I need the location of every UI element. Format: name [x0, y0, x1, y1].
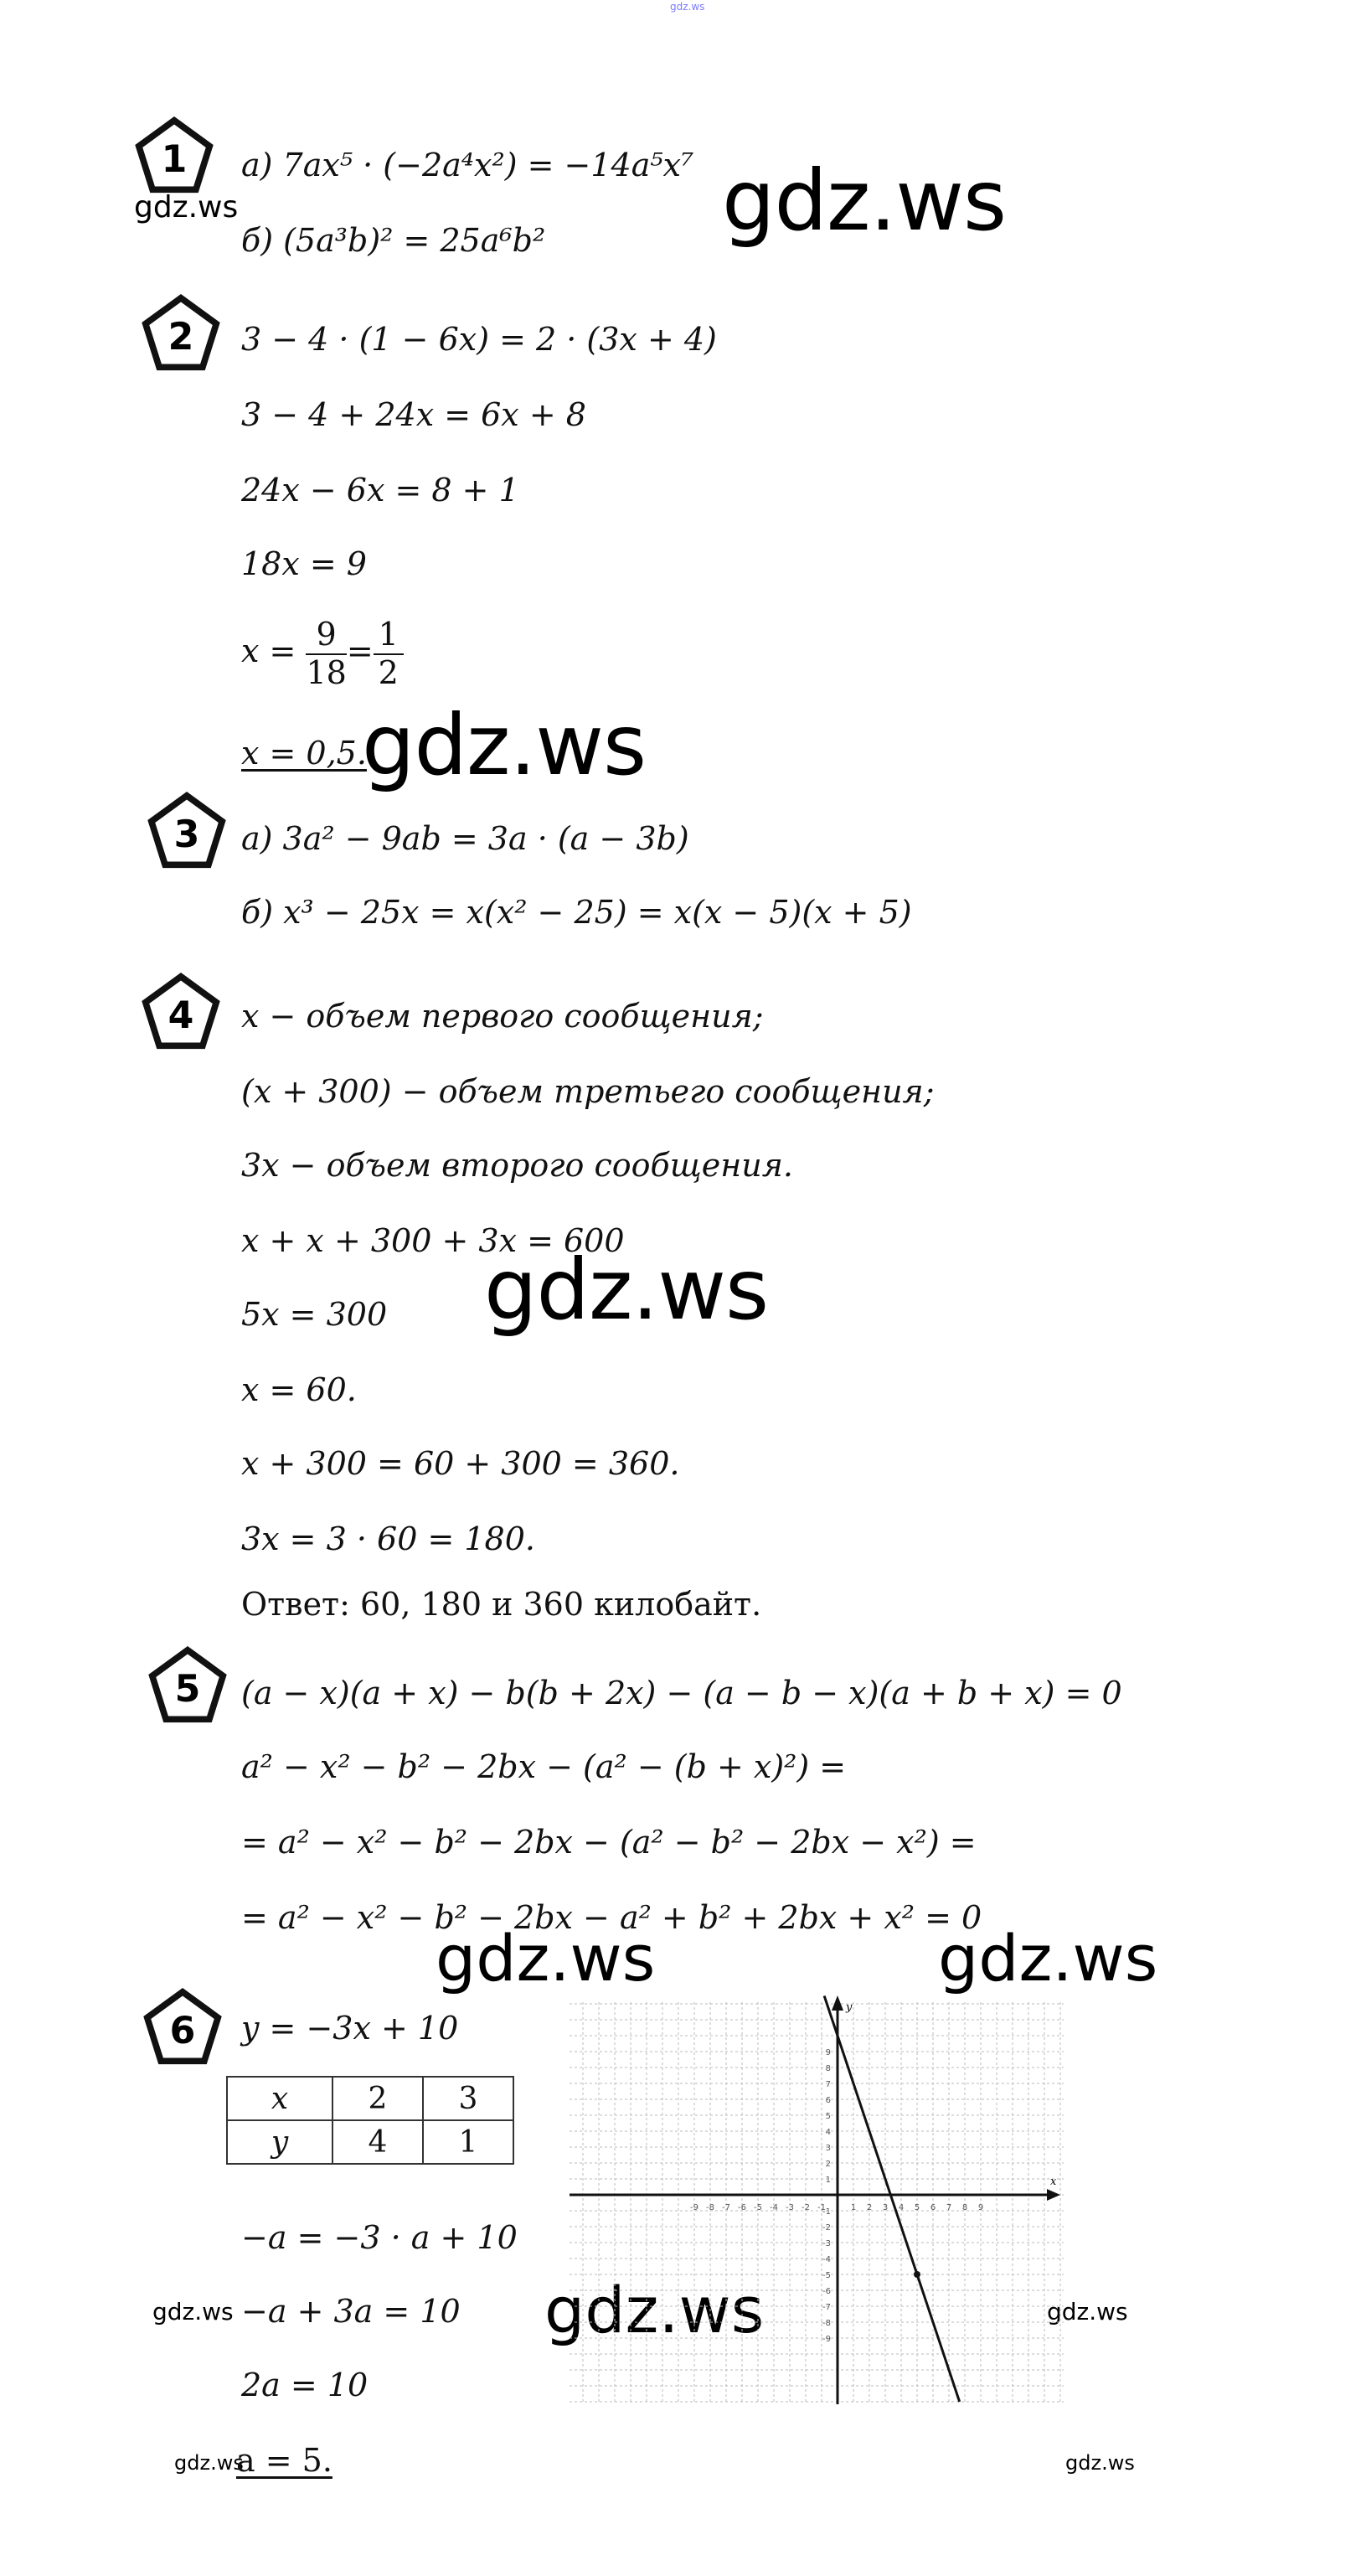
- table-row: [227, 2120, 513, 2164]
- task-5-badge: [147, 1645, 228, 1726]
- table-cell: x: [227, 2077, 332, 2120]
- task-5-line-1: (a − x)(a + x) − b(b + 2x) − (a − b − x)(a + b + x) = 0: [241, 1675, 1122, 1711]
- svg-text:3: 3: [173, 813, 200, 857]
- table-cell: 1: [423, 2120, 513, 2164]
- x-tick-label: -2: [802, 2203, 810, 2212]
- task-4-badge: [141, 972, 221, 1052]
- y-tick-label: 5: [825, 2112, 831, 2121]
- task-5-line-3: = a² − x² − b² − 2bx − (a² − b² − 2bx − x²) =: [241, 1824, 977, 1861]
- task-6-answer: a = 5.: [236, 2442, 332, 2479]
- task-3-b: б) x³ − 25x = x(x² − 25) = x(x − 5)(x + 5): [241, 894, 912, 931]
- task-6-badge: [142, 1987, 223, 2068]
- x-tick-label: 4: [898, 2203, 905, 2212]
- watermark: gdz.ws: [174, 2451, 244, 2475]
- x-tick-label: 3: [882, 2203, 889, 2212]
- x-axis-arrow: [1047, 2189, 1060, 2201]
- x-tick-label: -5: [754, 2203, 762, 2212]
- x-tick-label: 8: [961, 2203, 968, 2212]
- task-6-line-1: −a = −3 · a + 10: [241, 2219, 518, 2256]
- x-tick-label: -7: [722, 2203, 730, 2212]
- task-2-badge: [141, 293, 221, 374]
- watermark: gdz.ws: [152, 2298, 234, 2326]
- table-row: [227, 2077, 513, 2120]
- task-1-a: а) 7ax⁵ · (−2a⁴x²) = −14a⁵x⁷: [241, 147, 694, 183]
- y-tick-label: 1: [825, 2176, 831, 2185]
- watermark: gdz.ws: [362, 696, 647, 794]
- graph-axes: [570, 1995, 1060, 2404]
- y-tick-label: -6: [822, 2287, 831, 2296]
- table-cell: 2: [332, 2077, 423, 2120]
- y-tick-label: -7: [822, 2303, 831, 2312]
- task-3-a: а) 3a² − 9ab = 3a · (a − 3b): [241, 820, 689, 857]
- y-tick-label: -5: [822, 2271, 831, 2280]
- fraction-1-2: $\frac{1}{2}$: [374, 617, 404, 691]
- watermark-top: gdz.ws: [670, 1, 705, 13]
- y-tick-label: 7: [825, 2080, 831, 2089]
- svg-text:5: 5: [174, 1668, 201, 1711]
- y-tick-label: 8: [825, 2064, 831, 2073]
- watermark: gdz.ws: [484, 1241, 769, 1339]
- x-tick-label: 2: [866, 2203, 873, 2212]
- marked-point: [914, 2271, 920, 2278]
- y-tick-label: -4: [822, 2255, 831, 2264]
- watermark: gdz.ws: [1047, 2298, 1128, 2326]
- x-tick-label: 9: [977, 2203, 984, 2212]
- x-tick-label: 5: [914, 2203, 920, 2212]
- table-cell: y: [227, 2120, 332, 2164]
- y-tick-label: 4: [825, 2128, 831, 2137]
- task-6-line-3: 2a = 10: [241, 2367, 369, 2403]
- y-axis-arrow: [832, 1995, 843, 2011]
- task-4-line-8: 3x = 3 · 60 = 180.: [241, 1520, 535, 1557]
- graph-grid: [570, 2002, 1064, 2404]
- task-4-line-4: x + x + 300 + 3x = 600: [241, 1222, 625, 1259]
- y-tick-label: 3: [825, 2144, 831, 2153]
- y-axis-label: y: [846, 2001, 853, 2014]
- function-line: [824, 1996, 960, 2403]
- graph-plot: [824, 1996, 960, 2403]
- task-4-line-1: x − объем первого сообщения;: [241, 998, 764, 1035]
- task-2-line-3: 24x − 6x = 8 + 1: [241, 472, 519, 508]
- task-4-line-5: 5x = 300: [241, 1296, 388, 1333]
- task-4-answer: Ответ: 60, 180 и 360 килобайт.: [241, 1586, 762, 1623]
- task-6-line-2: −a + 3a = 10: [241, 2293, 461, 2330]
- x-tick-label: -4: [770, 2203, 778, 2212]
- y-tick-label: 9: [825, 2048, 831, 2057]
- task-6-equation: y = −3x + 10: [241, 2010, 459, 2047]
- x-tick-label: -3: [786, 2203, 794, 2212]
- y-tick-label: -3: [822, 2239, 831, 2248]
- task-2-line-4: 18x = 9: [241, 545, 367, 582]
- fraction-lhs: x =: [241, 632, 296, 670]
- values-table: [226, 2076, 514, 2165]
- x-tick-label: -9: [690, 2203, 698, 2212]
- x-tick-label: -6: [738, 2203, 746, 2212]
- task-2-line-1: 3 − 4 · (1 − 6x) = 2 · (3x + 4): [241, 321, 717, 358]
- task-2-fraction-line: [241, 617, 404, 691]
- task-3-badge: [147, 791, 227, 871]
- watermark: gdz.ws: [544, 2273, 765, 2347]
- fraction-9-18: $\frac{9}{18}$: [306, 616, 347, 691]
- task-4-line-3: 3x − объем второго сообщения.: [241, 1147, 793, 1184]
- x-axis-label: x: [1050, 2176, 1057, 2188]
- svg-text:6: 6: [169, 2010, 196, 2053]
- task-4-line-7: x + 300 = 60 + 300 = 360.: [241, 1445, 680, 1482]
- y-tick-label: 6: [825, 2096, 831, 2105]
- task-1-badge: [134, 116, 214, 196]
- task-1-b: б) (5a³b)² = 25a⁶b²: [241, 222, 546, 259]
- task-4-line-2: (x + 300) − объем третьего сообщения;: [241, 1073, 935, 1110]
- task-2-line-2: 3 − 4 + 24x = 6x + 8: [241, 396, 586, 433]
- y-tick-label: -2: [822, 2223, 831, 2233]
- svg-text:1: 1: [161, 138, 188, 182]
- svg-text:4: 4: [168, 994, 194, 1038]
- watermark: gdz.ws: [134, 190, 239, 225]
- y-tick-label: -8: [822, 2319, 831, 2328]
- x-tick-label: 6: [930, 2203, 936, 2212]
- task-2-answer: x = 0,5.: [241, 735, 367, 772]
- svg-text:2: 2: [168, 316, 194, 359]
- y-tick-label: -1: [822, 2207, 831, 2217]
- task-4-line-6: x = 60.: [241, 1371, 357, 1408]
- watermark: gdz.ws: [722, 152, 1007, 250]
- watermark: gdz.ws: [436, 1921, 656, 1995]
- x-tick-label: -8: [706, 2203, 714, 2212]
- watermark: gdz.ws: [938, 1921, 1158, 1995]
- y-tick-label: 2: [825, 2160, 831, 2169]
- x-tick-label: 1: [850, 2203, 857, 2212]
- table-cell: 3: [423, 2077, 513, 2120]
- watermark: gdz.ws: [1065, 2451, 1135, 2475]
- table-cell: 4: [332, 2120, 423, 2164]
- x-tick-label: 7: [946, 2203, 952, 2212]
- x-tick-label: -1: [817, 2203, 826, 2212]
- fraction-equals: =: [346, 632, 374, 670]
- y-tick-label: -9: [822, 2335, 831, 2344]
- task-5-line-4: = a² − x² − b² − 2bx − a² + b² + 2bx + x² = 0: [241, 1899, 982, 1936]
- task-5-line-2: a² − x² − b² − 2bx − (a² − (b + x)²) =: [241, 1748, 847, 1785]
- function-graph: [553, 1994, 1072, 2413]
